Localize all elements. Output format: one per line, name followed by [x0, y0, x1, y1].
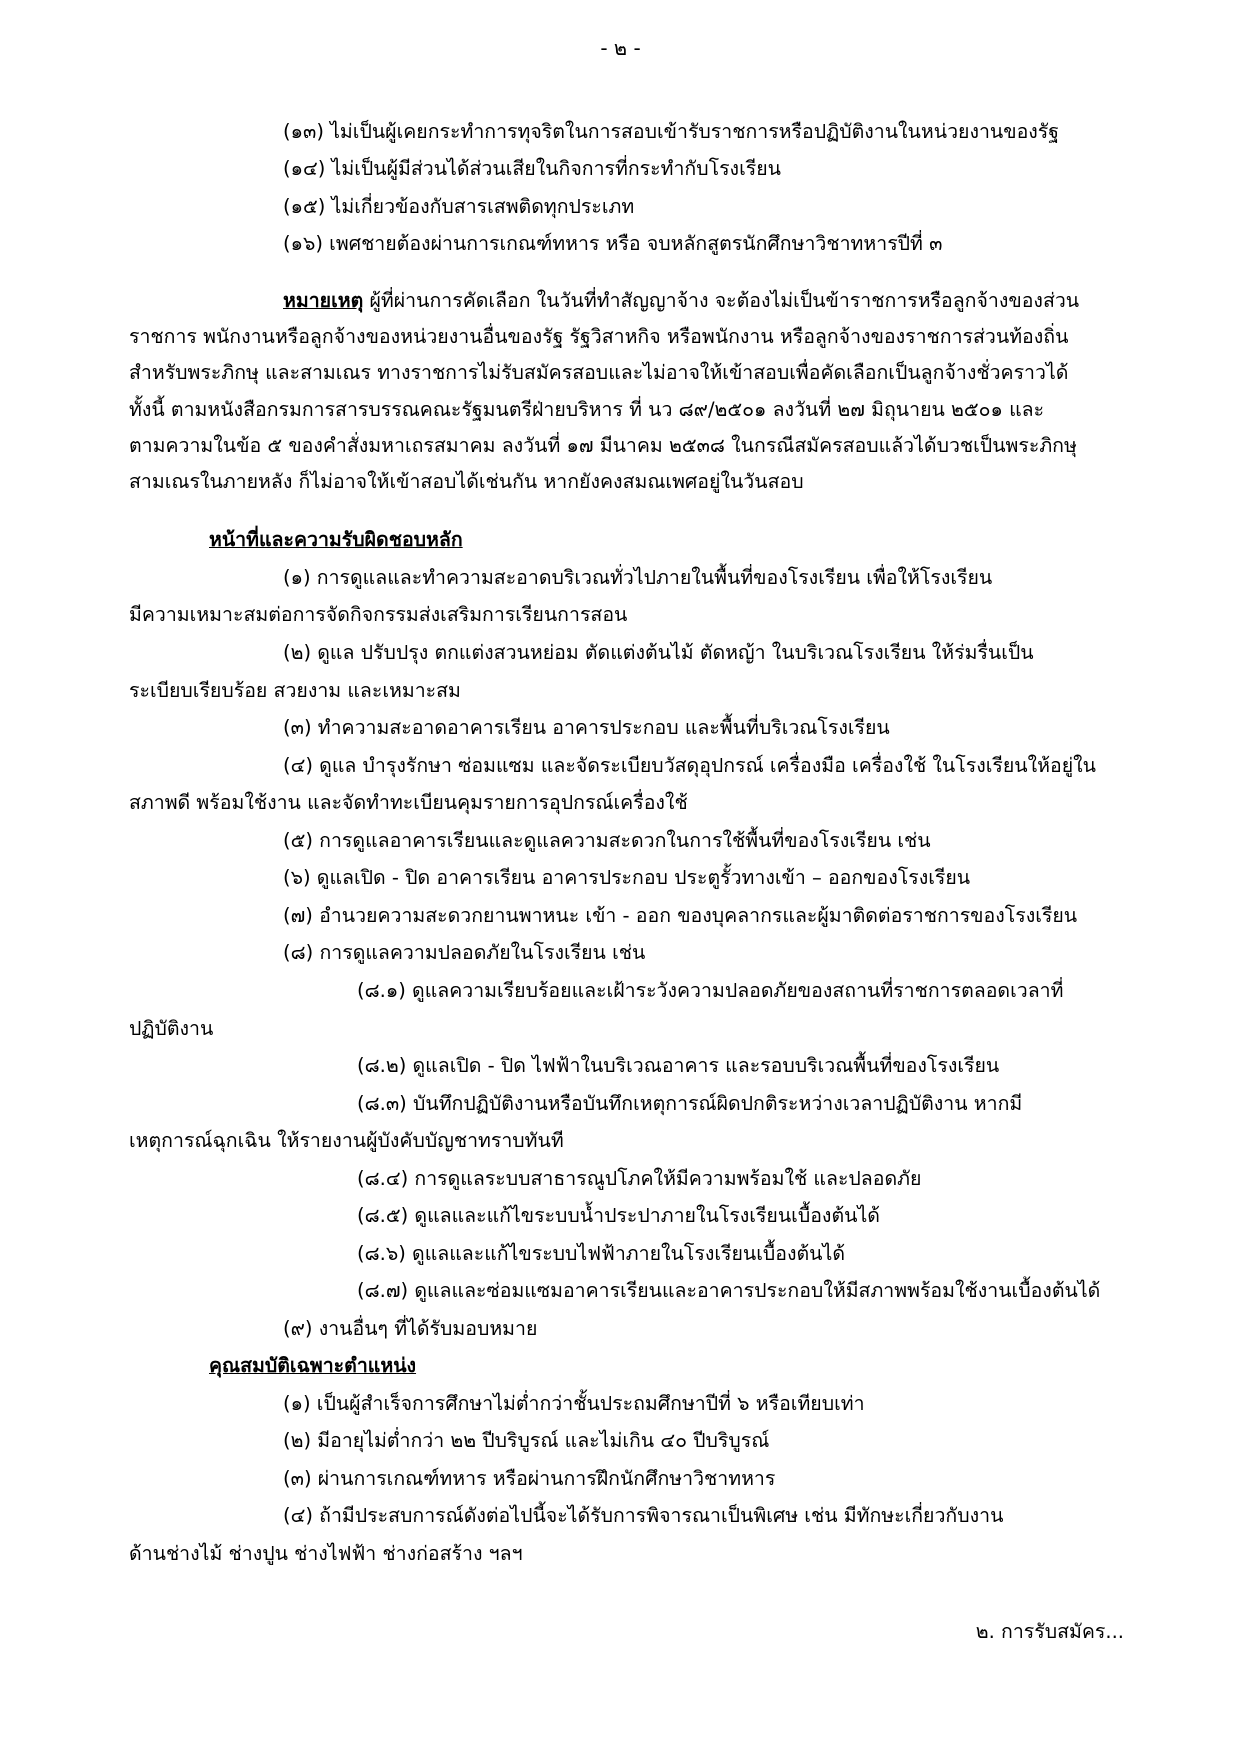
continuation-label: ๒. การรับสมัคร... [975, 1620, 1124, 1643]
page-number: - ๒ - [600, 36, 641, 60]
duty-subitem: เหตุการณ์ฉุกเฉิน ให้รายงานผู้บังคับบัญชาทราบทันที [129, 1129, 564, 1152]
qualification-item: (๑๖) เพศชายต้องผ่านการเกณฑ์ทหาร หรือ จบหลักสูตรนักศึกษาวิชาทหารปีที่ ๓ [283, 232, 943, 255]
note-line: ราชการ พนักงานหรือลูกจ้างของหน่วยงานอื่นของรัฐ รัฐวิสาหกิจ หรือพนักงาน หรือลูกจ้างของราชการส่วนท้องถิ่น [129, 325, 1069, 348]
duty-item: (๑) การดูแลและทำความสะอาดบริเวณทั่วไปภายในพื้นที่ของโรงเรียน เพื่อให้โรงเรียน [283, 566, 993, 589]
note-line: สำหรับพระภิกษุ และสามเณร ทางราชการไม่รับสมัครสอบและไม่อาจให้เข้าสอบเพื่อคัดเลือกเป็นลูกจ้างชั่วคราวได้ [129, 361, 1069, 384]
duty-item: (๗) อำนวยความสะดวกยานพาหนะ เข้า - ออก ของบุคลากรและผู้มาติดต่อราชการของโรงเรียน [283, 904, 1078, 927]
duty-item: (๔) ดูแล บำรุงรักษา ซ่อมแซม และจัดระเบียบวัสดุอุปกรณ์ เครื่องมือ เครื่องใช้ ในโรงเรียนให้อยู่ใน [283, 754, 1096, 777]
duty-item: สภาพดี พร้อมใช้งาน และจัดทำทะเบียนคุมรายการอุปกรณ์เครื่องใช้ [129, 791, 688, 814]
note-first-line [283, 291, 1079, 311]
duty-subitem: (๘.๖) ดูแลและแก้ไขระบบไฟฟ้าภายในโรงเรียนเบื้องต้นได้ [357, 1242, 845, 1265]
duty-item: ระเบียบเรียบร้อย สวยงาม และเหมาะสม [129, 679, 461, 702]
specific-item: (๑) เป็นผู้สำเร็จการศึกษาไม่ต่ำกว่าชั้นประถมศึกษาปีที่ ๖ หรือเทียบเท่า [283, 1392, 865, 1415]
qualification-item: (๑๔) ไม่เป็นผู้มีส่วนได้ส่วนเสียในกิจการที่กระทำกับโรงเรียน [283, 157, 781, 180]
note-line: ทั้งนี้ ตามหนังสือกรมการสารบรรณคณะรัฐมนตรีฝ่ายบริหาร ที่ นว ๘๙/๒๕๐๑ ลงวันที่ ๒๗ มิถุนายน ๒๕๐๑ และ [129, 398, 1045, 421]
note-label: หมายเหตุ [283, 289, 364, 312]
duty-subitem: ปฏิบัติงาน [129, 1017, 214, 1040]
qualification-item: (๑๕) ไม่เกี่ยวข้องกับสารเสพติดทุกประเภท [283, 195, 635, 218]
specific-heading: คุณสมบัติเฉพาะตำแหน่ง [209, 1354, 417, 1377]
specific-item: (๒) มีอายุไม่ต่ำกว่า ๒๒ ปีบริบูรณ์ และไม่เกิน ๔๐ ปีบริบูรณ์ [283, 1429, 770, 1452]
duty-item: (๙) งานอื่นๆ ที่ได้รับมอบหมาย [283, 1317, 538, 1340]
duty-item: (๓) ทำความสะอาดอาคารเรียน อาคารประกอบ และพื้นที่บริเวณโรงเรียน [283, 716, 890, 739]
note-line: สามเณรในภายหลัง ก็ไม่อาจให้เข้าสอบได้เช่นกัน หากยังคงสมณเพศอยู่ในวันสอบ [129, 470, 804, 493]
duty-subitem: (๘.๑) ดูแลความเรียบร้อยและเฝ้าระวังความปลอดภัยของสถานที่ราชการตลอดเวลาที่ [357, 979, 1064, 1002]
specific-item: (๔) ถ้ามีประสบการณ์ดังต่อไปนี้จะได้รับการพิจารณาเป็นพิเศษ เช่น มีทักษะเกี่ยวกับงาน [283, 1504, 1004, 1527]
duty-subitem: (๘.๗) ดูแลและซ่อมแซมอาคารเรียนและอาคารประกอบให้มีสภาพพร้อมใช้งานเบื้องต้นได้ [357, 1279, 1101, 1302]
note-first-text: ผู้ที่ผ่านการคัดเลือก ในวันที่ทำสัญญาจ้าง จะต้องไม่เป็นข้าราชการหรือลูกจ้างของส่วน [363, 289, 1080, 312]
duty-subitem: (๘.๒) ดูแลเปิด - ปิด ไฟฟ้าในบริเวณอาคาร และรอบบริเวณพื้นที่ของโรงเรียน [357, 1054, 1000, 1077]
duty-item: มีความเหมาะสมต่อการจัดกิจกรรมส่งเสริมการเรียนการสอน [129, 603, 628, 626]
duties-heading: หน้าที่และความรับผิดชอบหลัก [209, 528, 463, 551]
duty-item: (๖) ดูแลเปิด - ปิด อาคารเรียน อาคารประกอบ ประตูรั้วทางเข้า – ออกของโรงเรียน [283, 866, 971, 889]
specific-item: (๓) ผ่านการเกณฑ์ทหาร หรือผ่านการฝึกนักศึกษาวิชาทหาร [283, 1467, 776, 1490]
note-line: ตามความในข้อ ๕ ของคำสั่งมหาเถรสมาคม ลงวันที่ ๑๗ มีนาคม ๒๕๓๘ ในกรณีสมัครสอบแล้วได้บวชเป็นพระภิกษุ [129, 434, 1077, 457]
duty-subitem: (๘.๔) การดูแลระบบสาธารณูปโภคให้มีความพร้อมใช้ และปลอดภัย [357, 1167, 922, 1190]
duty-subitem: (๘.๕) ดูแลและแก้ไขระบบน้ำประปาภายในโรงเรียนเบื้องต้นได้ [357, 1204, 880, 1227]
duty-item: (๒) ดูแล ปรับปรุง ตกแต่งสวนหย่อม ตัดแต่งต้นไม้ ตัดหญ้า ในบริเวณโรงเรียน ให้ร่มรื่นเป็น [283, 641, 1034, 664]
qualification-item: (๑๓) ไม่เป็นผู้เคยกระทำการทุจริตในการสอบเข้ารับราชการหรือปฏิบัติงานในหน่วยงานของรัฐ [283, 120, 1060, 143]
duty-item: (๕) การดูแลอาคารเรียนและดูแลความสะดวกในการใช้พื้นที่ของโรงเรียน เช่น [283, 829, 931, 852]
specific-item: ด้านช่างไม้ ช่างปูน ช่างไฟฟ้า ช่างก่อสร้าง ฯลฯ [129, 1542, 523, 1565]
duty-subitem: (๘.๓) บันทึกปฏิบัติงานหรือบันทึกเหตุการณ์ผิดปกติระหว่างเวลาปฏิบัติงาน หากมี [357, 1092, 1023, 1115]
duty-item: (๘) การดูแลความปลอดภัยในโรงเรียน เช่น [283, 941, 646, 964]
